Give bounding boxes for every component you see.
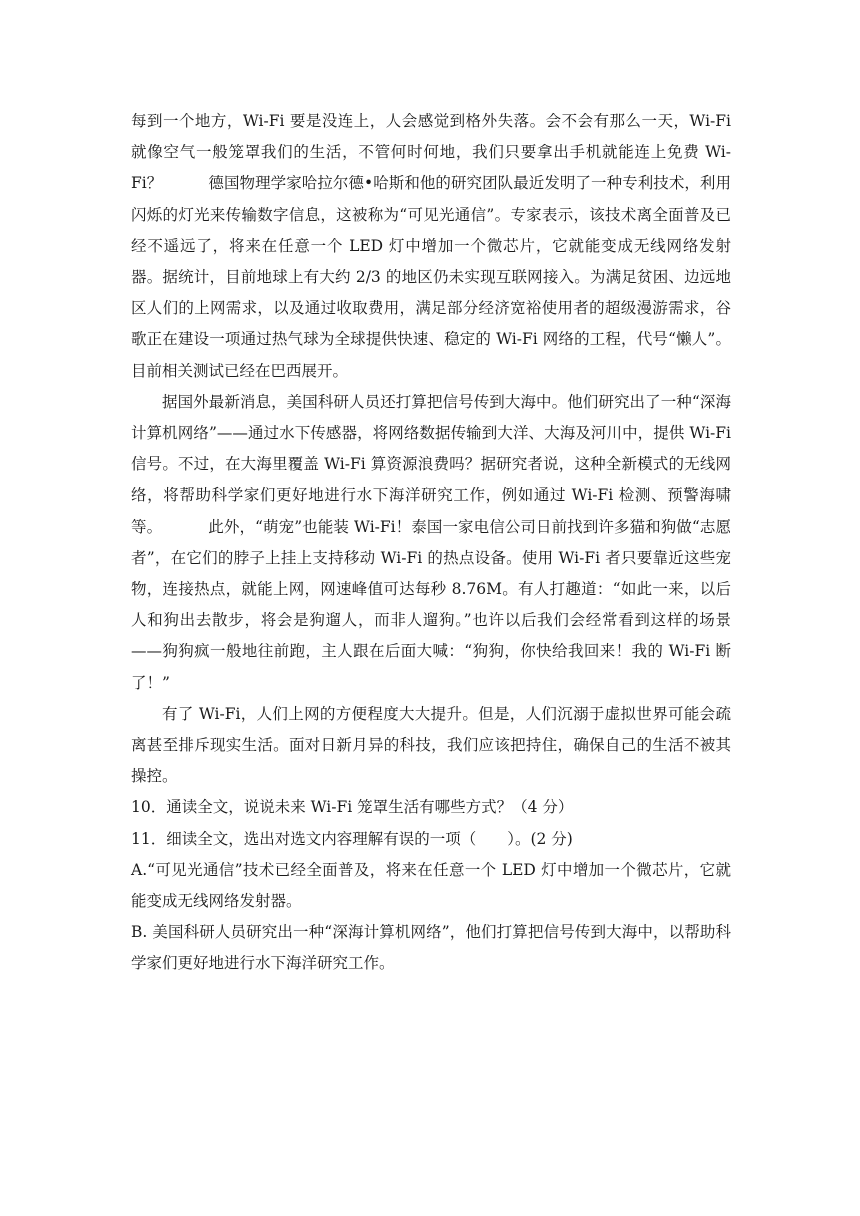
paragraph-2 — [131, 387, 731, 699]
question-11: 11．细读全文，选出对选文内容理解有误的一项（ ）。(2 分) — [131, 829, 573, 848]
article-body — [131, 106, 731, 980]
paragraph-2-part-2: 此外，“萌宠”也能装 Wi-Fi！泰国一家电信公司日前找到许多猫和狗做“志愿者”，在它们的脖子上挂上支持移动 Wi-Fi 的热点设备。使用 Wi-Fi 者只要靠近这些宠物，连接热点，就能上网，网速峰值可达每秒 8.76M。有人打趣道：“如此一来，以后人和狗出去散步，将会是狗遛人，而非人遛狗。”也许以后我们会经常看到这样的场景——狗狗疯一般地往前跑，主人跟在后面大喊：“狗狗，你快给我回来！我的 Wi-Fi 断了！” — [131, 517, 731, 692]
paragraph-1-part-2: 德国物理学家哈拉尔德•哈斯和他的研究团队最近发明了一种专利技术，利用闪烁的灯光来传输数字信息，这被称为“可见光通信”。专家表示，该技术离全面普及已经不遥远了，将来在任意一个 LED 灯中增加一个微芯片，它就能变成无线网络发射器。据统计，目前地球上有大约 2/3 的地区仍未实现互联网接入。为满足贫困、边远地区人们的上网需求，以及通过收取费用，满足部分经济宽裕使用者的超级漫游需求，谷歌正在建设一项通过热气球为全球提供快速、稳定的 Wi-Fi 网络的工程，代号“懒人”。目前相关测试已经在巴西展开。 — [131, 174, 731, 380]
paragraph-1-part-1: 每到一个地方，Wi-Fi 要是没连上，人会感觉到格外失落。会不会有那么一天，Wi-Fi 就像空气一般笼罩我们的生活，不管何时何地，我们只要拿出手机就能连上免费 Wi-Fi？ — [131, 112, 731, 193]
paragraph-1 — [131, 106, 731, 387]
question-10: 10．通读全文，说说未来 Wi-Fi 笼罩生活有哪些方式？（4 分） — [131, 798, 574, 817]
question-11-option-b: B. 美国科研人员研究出一种“深海计算机网络”，他们打算把信号传到大海中，以帮助科学家们更好地进行水下海洋研究工作。 — [131, 923, 731, 973]
paragraph-3 — [131, 699, 731, 793]
paragraph-3-part-1: 有了 Wi-Fi，人们上网的方便程度大大提升。但是，人们沉溺于虚拟世界可能会疏离甚至排斥现实生活。面对日新月异的科技，我们应该把持住，确保自己的生活不被其操控。 — [131, 704, 731, 786]
question-11-option-a: A.“可见光通信”技术已经全面普及，将来在任意一个 LED 灯中增加一个微芯片，它就能变成无线网络发射器。 — [131, 860, 731, 911]
paragraph-2-part-1: 据国外最新消息，美国科研人员还打算把信号传到大海中。他们研究出了一种“深海计算机网络”——通过水下传感器，将网络数据传输到大洋、大海及河川中，提供 Wi-Fi 信号。不过，在大海里覆盖 Wi-Fi 算资源浪费吗？据研究者说，这种全新模式的无线网络，将帮助科学家们更好地进行水下海洋研究工作，例如通过 Wi-Fi 检测、预警海啸等。 — [131, 392, 731, 536]
